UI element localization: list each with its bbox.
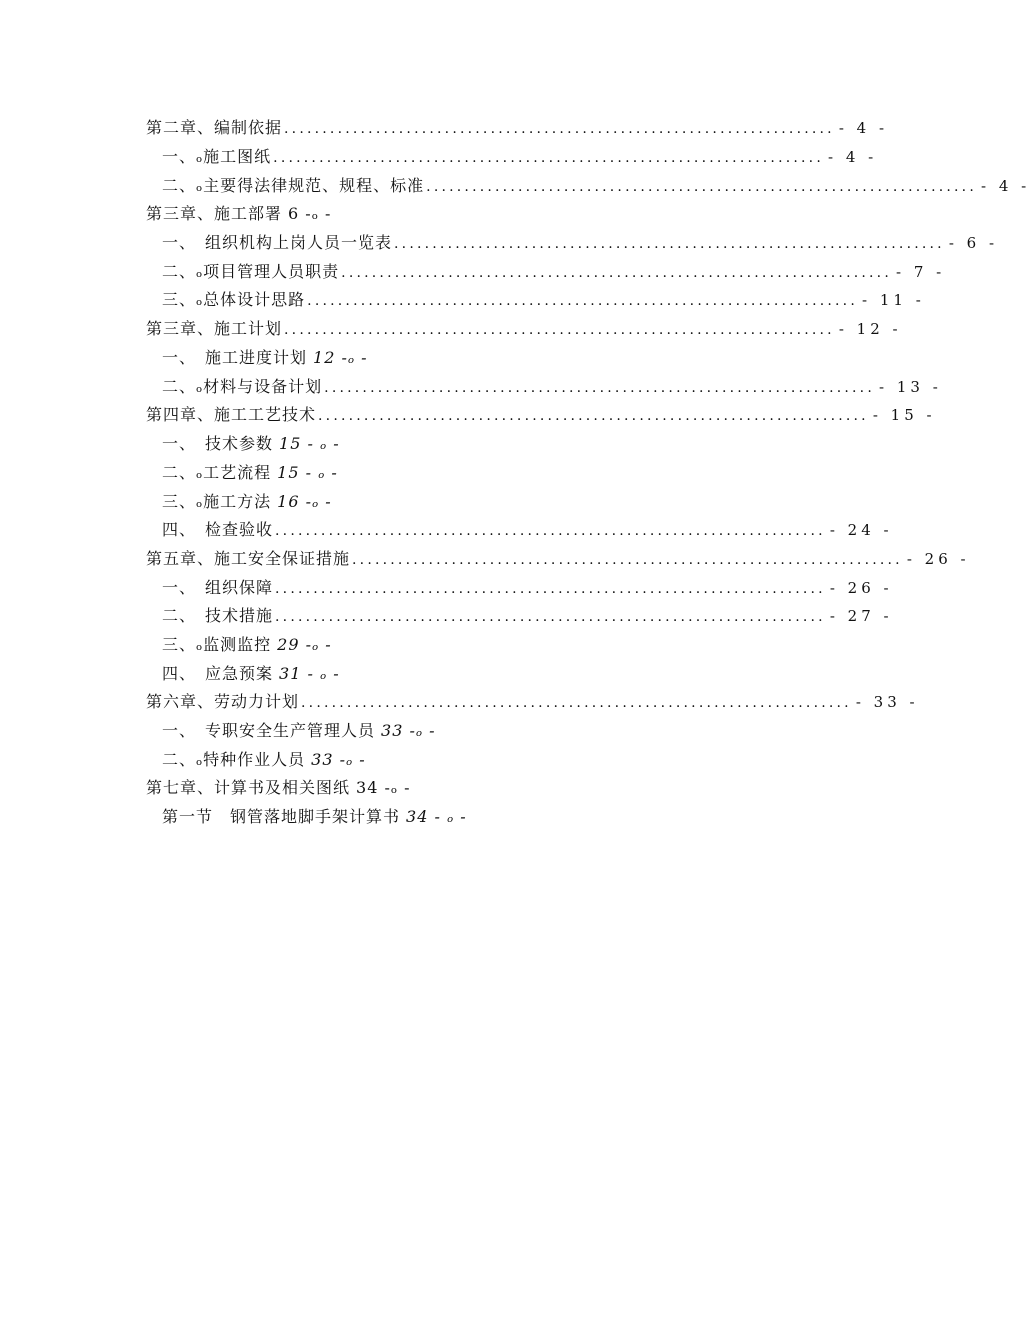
toc-entry[interactable] — [162, 574, 893, 602]
toc-entry[interactable] — [162, 286, 925, 314]
toc-page-number: 33 -ₒ - — [381, 721, 436, 740]
toc-entry-title: 一、ₒ施工图纸 — [162, 147, 272, 166]
toc-entry-title: 第七章、计算书及相关图纸 — [146, 778, 351, 797]
toc-page-number: 16 -ₒ - — [277, 492, 332, 511]
toc-entry[interactable] — [146, 545, 970, 573]
toc-page-number: - 26 - — [829, 579, 893, 597]
toc-leader-dots: ........................................................................ — [275, 581, 826, 597]
toc-entry[interactable] — [146, 200, 331, 228]
toc-leader-dots: ........................................................................ — [273, 150, 824, 166]
toc-entry-title: 一、 组织保障 — [162, 578, 274, 597]
toc-page-number: 34 -ₒ - — [356, 778, 411, 797]
toc-leader-dots: ........................................................................ — [301, 695, 852, 711]
toc-page-number: - 4 - — [981, 177, 1030, 195]
toc-page-number: 31 - ₒ - — [279, 664, 340, 683]
toc-page-number: - 15 - — [872, 406, 936, 424]
toc-leader-dots: ........................................................................ — [318, 408, 869, 424]
toc-entry-title: 三、ₒ施工方法 — [162, 492, 272, 511]
toc-leader-dots: ........................................................................ — [341, 265, 892, 281]
toc-entry[interactable] — [162, 172, 1030, 200]
toc-page-number: - 26 - — [906, 550, 970, 568]
toc-page-number: - 12 - — [838, 320, 902, 338]
toc-page-number: - 13 - — [879, 378, 942, 396]
toc-entry[interactable] — [162, 746, 366, 774]
toc-entry[interactable] — [146, 688, 919, 716]
toc-entry[interactable] — [162, 430, 340, 458]
toc-page-number: 15 - ₒ - — [277, 463, 338, 482]
toc-entry[interactable] — [146, 774, 411, 802]
toc-page-number: 33 -ₒ - — [311, 750, 366, 769]
toc-page-number: - 7 - — [896, 263, 946, 281]
toc-page-number: - 27 - — [829, 607, 893, 625]
toc-entry[interactable] — [162, 717, 436, 745]
toc-leader-dots: ........................................................................ — [284, 322, 835, 338]
toc-entry[interactable] — [146, 114, 889, 142]
toc-leader-dots: ........................................................................ — [307, 293, 858, 309]
toc-entry[interactable] — [162, 488, 332, 516]
toc-page-number: 15 - ₒ - — [279, 434, 340, 453]
toc-entry-title: 第三章、施工计划 — [146, 319, 283, 338]
toc-entry[interactable] — [146, 315, 902, 343]
toc-page-number: - 6 - — [948, 234, 999, 252]
toc-entry-title: 二、 技术措施 — [162, 606, 274, 625]
toc-entry-title: 第五章、施工安全保证措施 — [146, 549, 351, 568]
toc-leader-dots: ........................................................................ — [324, 380, 875, 396]
toc-entry-title: 四、 检查验收 — [162, 520, 274, 539]
toc-page-number: 6 -ₒ - — [288, 204, 332, 223]
toc-entry[interactable] — [162, 602, 893, 630]
toc-page-number: - 33 - — [855, 693, 919, 711]
toc-entry-title: 一、 专职安全生产管理人员 — [162, 721, 376, 740]
toc-entry[interactable] — [162, 373, 942, 401]
toc-entry[interactable] — [162, 258, 946, 286]
toc-entry[interactable] — [162, 631, 332, 659]
toc-entry-title: 二、ₒ主要得法律规范、规程、标准 — [162, 176, 425, 195]
toc-entry-title: 三、ₒ总体设计思路 — [162, 290, 306, 309]
toc-entry[interactable] — [162, 516, 893, 544]
toc-page-number: 12 -ₒ - — [313, 348, 368, 367]
toc-entry[interactable] — [162, 660, 340, 688]
toc-page-number: 34 - ₒ - — [406, 807, 467, 826]
toc-leader-dots: ........................................................................ — [284, 121, 835, 137]
toc-entry-title: 一、 组织机构上岗人员一览表 — [162, 233, 393, 252]
toc-entry-title: 第四章、施工工艺技术 — [146, 405, 317, 424]
toc-leader-dots: ........................................................................ — [352, 552, 903, 568]
toc-entry[interactable] — [162, 344, 368, 372]
toc-page-number: - 4 - — [828, 148, 878, 166]
toc-leader-dots: ........................................................................ — [394, 236, 945, 252]
toc-entry-title: 一、 施工进度计划 — [162, 348, 308, 367]
toc-entry[interactable] — [162, 459, 338, 487]
toc-entry[interactable] — [146, 401, 936, 429]
toc-entry-title: 二、ₒ特种作业人员 — [162, 750, 306, 769]
toc-entry[interactable] — [162, 143, 878, 171]
toc-leader-dots: ........................................................................ — [275, 523, 826, 539]
toc-entry-title: 二、ₒ项目管理人员职责 — [162, 262, 340, 281]
toc-entry[interactable] — [162, 229, 999, 257]
toc-entry-title: 三、ₒ监测监控 — [162, 635, 272, 654]
toc-page-number: - 11 - — [862, 291, 925, 309]
toc-page-number: - 4 - — [838, 119, 889, 137]
toc-entry-title: 二、ₒ工艺流程 — [162, 463, 272, 482]
toc-entry-title: 第二章、编制依据 — [146, 118, 283, 137]
toc-entry[interactable] — [162, 803, 467, 831]
toc-entry-title: 四、 应急预案 — [162, 664, 274, 683]
toc-page-number: - 24 - — [829, 521, 893, 539]
toc-page-number: 29 -ₒ - — [277, 635, 332, 654]
toc-entry-title: 一、 技术参数 — [162, 434, 274, 453]
toc-entry-title: 第六章、劳动力计划 — [146, 692, 300, 711]
toc-entry-title: 第一节 钢管落地脚手架计算书 — [162, 807, 401, 826]
toc-entry-title: 第三章、施工部署 — [146, 204, 283, 223]
toc-leader-dots: ........................................................................ — [275, 609, 826, 625]
toc-leader-dots: ........................................................................ — [426, 179, 977, 195]
toc-entry-title: 二、ₒ材料与设备计划 — [162, 377, 323, 396]
